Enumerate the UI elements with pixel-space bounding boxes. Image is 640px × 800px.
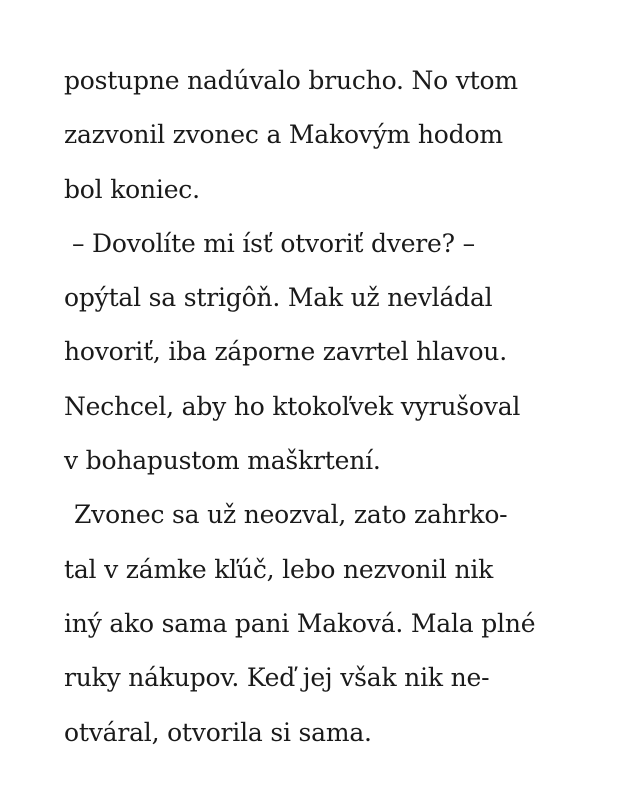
text-line: iný ako sama pani Maková. Mala plné bbox=[64, 608, 536, 638]
text-line: opýtal sa strigôň. Mak už nevládal bbox=[64, 283, 493, 313]
page-text bbox=[64, 54, 584, 760]
text-line: tal v zámke kľúč, lebo nezvonil nik bbox=[64, 554, 494, 584]
text-line: v bohapustom maškrtení. bbox=[64, 446, 381, 476]
paragraph-start-line: Zvonec sa už neozval, zato zahrko- bbox=[74, 500, 508, 530]
text-line: hovoriť, iba záporne zavrtel hlavou. bbox=[64, 337, 507, 367]
text-line: bol koniec. bbox=[64, 174, 200, 204]
text-line: postupne nadúvalo brucho. No vtom bbox=[64, 66, 518, 95]
text-line: otváral, otvorila si sama. bbox=[64, 717, 372, 747]
dialogue-line: – Dovolíte mi ísť otvoriť dvere? – bbox=[72, 228, 475, 258]
text-line: ruky nákupov. Keď jej však nik ne- bbox=[64, 663, 490, 693]
text-line: Nechcel, aby ho ktokoľvek vyrušoval bbox=[64, 391, 521, 421]
text-line: zazvonil zvonec a Makovým hodom bbox=[64, 120, 503, 150]
